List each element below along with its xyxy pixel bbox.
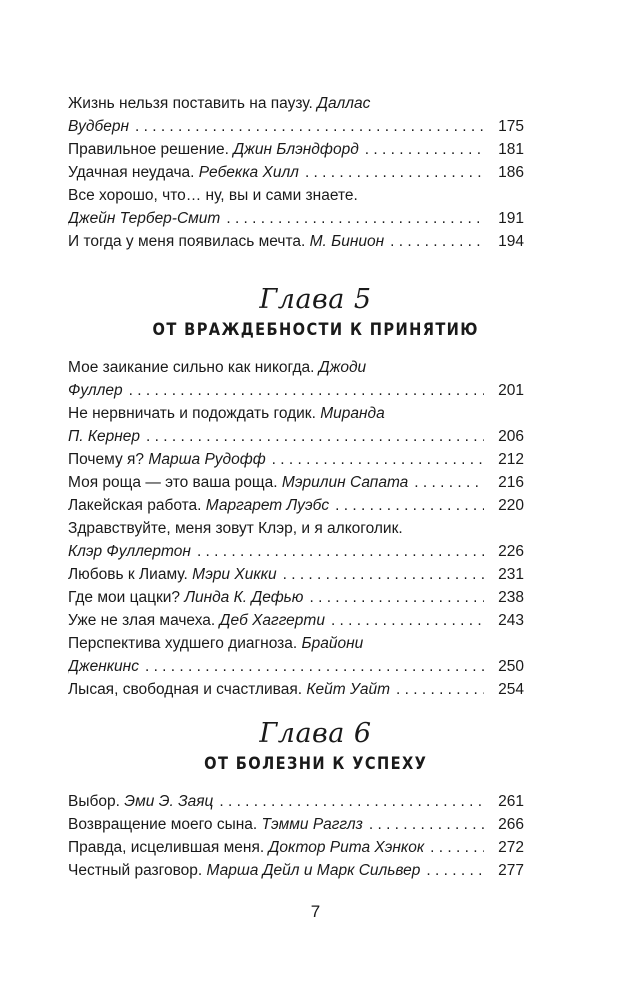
entry-author: П. Кернер <box>68 428 140 445</box>
entry-title: Лысая, свободная и счастливая. <box>68 681 303 698</box>
toc-entry[interactable] <box>68 790 524 813</box>
entry-title: Моя роща — это ваша роща. <box>68 474 278 491</box>
entry-page: 272 <box>498 839 524 856</box>
toc-entry[interactable] <box>68 563 524 586</box>
toc-entry[interactable] <box>68 609 524 632</box>
entry-author: Даллас <box>317 95 371 112</box>
entry-author: Эми Э. Заяц <box>124 793 214 810</box>
leader-dots <box>213 790 484 813</box>
entry-title: Мое заикание сильно как никогда. <box>68 359 315 376</box>
entry-title: Выбор. <box>68 793 120 810</box>
toc-entry[interactable] <box>68 836 524 859</box>
toc-entry-first-line <box>68 632 524 655</box>
toc-entry[interactable] <box>68 207 524 230</box>
chapter-title: ОТ ВРАЖДЕБНОСТИ К ПРИНЯТИЮ <box>152 320 479 340</box>
chapter-6-title-wrap <box>0 754 631 774</box>
leader-dots <box>299 161 484 184</box>
entry-author: Линда К. Дефью <box>184 589 304 606</box>
leader-dots <box>129 115 484 138</box>
entry-author: Джин Блэндфорд <box>233 141 359 158</box>
entry-page: 277 <box>498 862 524 879</box>
toc-entry[interactable] <box>68 471 524 494</box>
toc-entry[interactable] <box>68 655 524 678</box>
leader-dots <box>303 586 484 609</box>
chapter-5-heading <box>0 284 631 315</box>
toc-entry[interactable] <box>68 678 524 701</box>
entry-author: Клэр Фуллертон <box>68 543 191 560</box>
entry-title: Жизнь нельзя поставить на паузу. <box>68 95 313 112</box>
entry-page: 201 <box>498 382 524 399</box>
entry-page: 206 <box>498 428 524 445</box>
leader-dots <box>363 813 484 836</box>
entry-title: Любовь к Лиаму. <box>68 566 188 583</box>
entry-title: Удачная неудача. <box>68 164 195 181</box>
toc-entry-first-line <box>68 356 524 379</box>
leader-dots <box>139 655 484 678</box>
leader-dots <box>220 207 484 230</box>
chapter-5-title-wrap <box>0 320 631 340</box>
leader-dots <box>329 494 484 517</box>
entry-title: Не нервничать и подождать годик. <box>68 405 316 422</box>
entry-page: 238 <box>498 589 524 606</box>
leader-dots <box>424 836 484 859</box>
entry-title: Здравствуйте, меня зовут Клэр, и я алкоголик. <box>68 520 403 537</box>
entry-page: 243 <box>498 612 524 629</box>
entry-author: Марша Дейл и Марк Сильвер <box>206 862 421 879</box>
entry-title: Перспектива худшего диагноза. <box>68 635 298 652</box>
toc-entry[interactable] <box>68 379 524 402</box>
leader-dots <box>384 230 484 253</box>
toc-entry-first-line <box>68 184 524 207</box>
entry-page: 212 <box>498 451 524 468</box>
leader-dots <box>140 425 484 448</box>
entry-page: 250 <box>498 658 524 675</box>
toc-entry[interactable] <box>68 494 524 517</box>
entry-author: Мэрилин Сапата <box>281 474 409 491</box>
leader-dots <box>408 471 484 494</box>
chapter-label: Глава 6 <box>259 718 372 749</box>
entry-author: Ребекка Хилл <box>198 164 299 181</box>
toc-section-chapter-6 <box>68 790 524 882</box>
entry-author: Кейт Уайт <box>306 681 390 698</box>
toc-entry[interactable] <box>68 425 524 448</box>
entry-author: Вудберн <box>68 118 129 135</box>
entry-page: 261 <box>498 793 524 810</box>
toc-entry[interactable] <box>68 115 524 138</box>
leader-dots <box>123 379 484 402</box>
chapter-title: ОТ БОЛЕЗНИ К УСПЕХУ <box>203 754 428 774</box>
entry-page: 220 <box>498 497 524 514</box>
entry-title: Правильное решение. <box>68 141 229 158</box>
leader-dots <box>359 138 484 161</box>
leader-dots <box>266 448 484 471</box>
entry-page: 231 <box>498 566 524 583</box>
entry-author: Тэмми Рагглз <box>261 816 363 833</box>
toc-entry[interactable] <box>68 586 524 609</box>
toc-entry[interactable] <box>68 813 524 836</box>
leader-dots <box>390 678 484 701</box>
leader-dots <box>420 859 484 882</box>
entry-title: И тогда у меня появилась мечта. <box>68 233 306 250</box>
entry-page: 216 <box>498 474 524 491</box>
entry-title: Где мои цацки? <box>68 589 181 606</box>
toc-entry[interactable] <box>68 161 524 184</box>
entry-page: 175 <box>498 118 524 135</box>
leader-dots <box>325 609 484 632</box>
entry-author: Брайони <box>301 635 364 652</box>
entry-author: Джейн Тербер-Смит <box>68 210 221 227</box>
entry-author: Миранда <box>320 405 385 422</box>
leader-dots <box>191 540 484 563</box>
chapter-label: Глава 5 <box>259 284 372 315</box>
entry-title: Возвращение моего сына. <box>68 816 258 833</box>
entry-author: Мэри Хикки <box>192 566 277 583</box>
entry-author: Фуллер <box>68 382 123 399</box>
toc-entry[interactable] <box>68 859 524 882</box>
entry-title: Лакейская работа. <box>68 497 202 514</box>
entry-title: Правда, исцелившая меня. <box>68 839 265 856</box>
entry-author: Дженкинс <box>68 658 139 675</box>
toc-section-top <box>68 92 524 253</box>
entry-page: 266 <box>498 816 524 833</box>
entry-page: 186 <box>498 164 524 181</box>
page-number: 7 <box>310 902 321 921</box>
toc-entry[interactable] <box>68 138 524 161</box>
entry-author: Джоди <box>318 359 367 376</box>
entry-title: Уже не злая мачеха. <box>68 612 216 629</box>
entry-page: 254 <box>498 681 524 698</box>
toc-entry-first-line <box>68 517 524 540</box>
chapter-6-heading <box>0 718 631 749</box>
entry-author: Маргарет Луэбс <box>205 497 330 514</box>
toc-section-chapter-5 <box>68 356 524 701</box>
toc-entry[interactable] <box>68 230 524 253</box>
entry-author: Доктор Рита Хэнкок <box>268 839 425 856</box>
toc-entry-first-line <box>68 92 524 115</box>
entry-page: 194 <box>498 233 524 250</box>
toc-entry[interactable] <box>68 448 524 471</box>
entry-page: 191 <box>498 210 524 227</box>
leader-dots <box>277 563 484 586</box>
entry-title: Честный разговор. <box>68 862 203 879</box>
entry-title: Все хорошо, что… ну, вы и сами знаете. <box>68 187 358 204</box>
entry-author: М. Бинион <box>309 233 385 250</box>
entry-title: Почему я? <box>68 451 145 468</box>
entry-author: Марша Рудофф <box>148 451 266 468</box>
entry-author: Деб Хаггерти <box>219 612 325 629</box>
toc-entry[interactable] <box>68 540 524 563</box>
entry-page: 226 <box>498 543 524 560</box>
toc-entry-first-line <box>68 402 524 425</box>
entry-page: 181 <box>498 141 524 158</box>
